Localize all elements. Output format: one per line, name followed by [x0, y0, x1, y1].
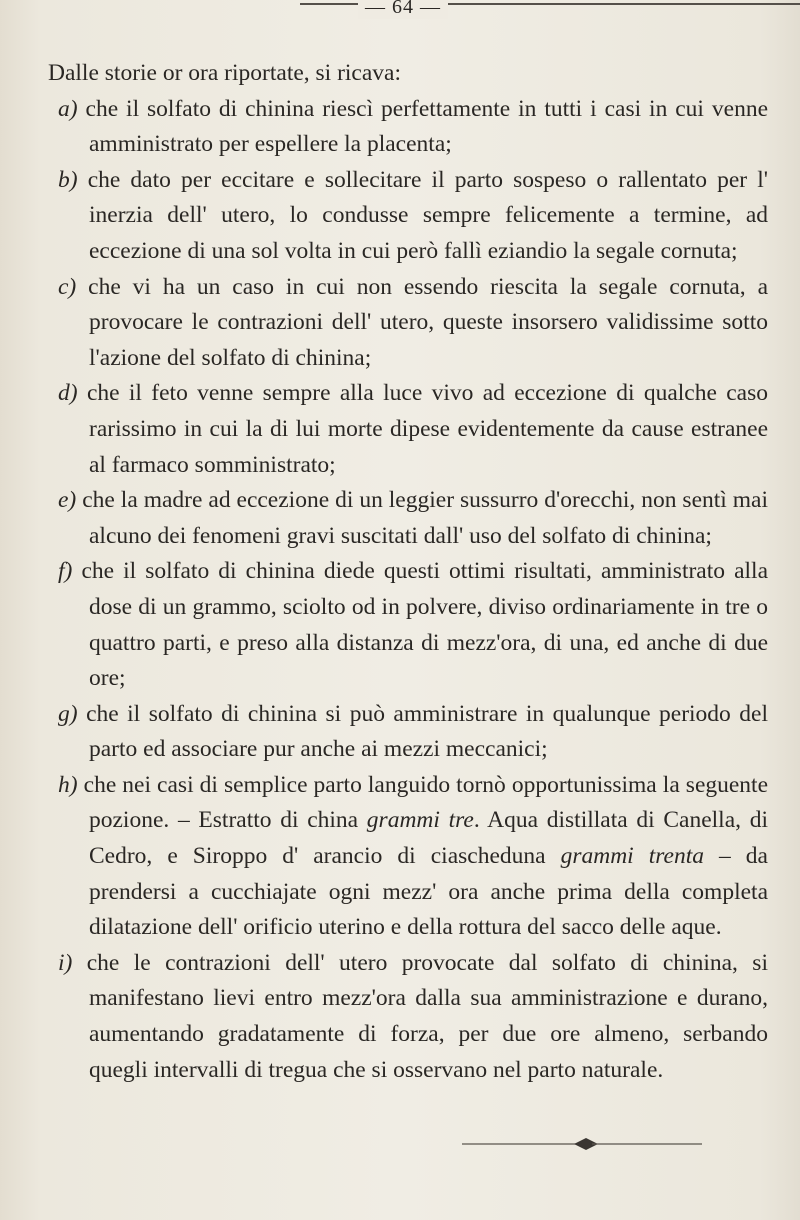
item-label: f): [58, 558, 73, 585]
item-label: d): [58, 380, 78, 407]
item-text: che vi ha un caso in cui non essendo riescita la segale cornuta, a provocare le contrazioni dell' utero, queste insorsero validissime sotto l'azione del solfato di chinina;: [88, 273, 768, 371]
list-item-e: [48, 483, 768, 554]
item-emphasis: grammi tre: [366, 807, 474, 834]
list-item-i: [48, 946, 768, 1088]
list-item-b: [48, 163, 768, 270]
item-text: che il solfato di chinina si può amministrare in qualunque periodo del parto ed associare pur anche ai mezzi meccanici;: [86, 700, 768, 763]
item-label: i): [58, 949, 73, 976]
list-item-a: [48, 92, 768, 163]
list-item-g: [48, 697, 768, 768]
item-label: e): [58, 487, 77, 514]
item-emphasis: grammi trenta: [560, 843, 704, 870]
item-text: che il feto venne sempre alla luce vivo ad eccezione di qualche caso rarissimo in cui la di lui morte dipese evidentemente da cause estranee al farmaco somministrato;: [86, 380, 769, 478]
item-text: che dato per eccitare e sollecitare il parto sospeso o rallentato per l' inerzia dell' utero, lo condusse sempre felicemente a termine, ad eccezione di una sol volta in cui però fallì eziandio la segale cornuta;: [87, 166, 768, 264]
list-item-d: [48, 376, 768, 483]
item-label: c): [58, 273, 77, 300]
list-item-h: [48, 768, 768, 946]
list-item-f: [48, 554, 768, 696]
item-text: – da prendersi a cucchiajate ogni mezz' ora anche prima della completa dilatazione dell' orificio uterino e della rottura del sacco delle aque.: [89, 843, 768, 941]
list-item-c: [48, 270, 768, 377]
item-text: che nei casi di semplice parto languido tornò opportunissima la seguente pozione. – Estratto di china: [83, 771, 769, 834]
page-number: — 64 —: [358, 0, 448, 19]
item-text: che il solfato di chinina riescì perfettamente in tutti i casi in cui venne amministrato per espellere la placenta;: [85, 95, 769, 158]
intro-sentence: Dalle storie or ora riportate, si ricava:: [48, 60, 402, 86]
item-text: che la madre ad eccezione di un leggier sussurro d'orecchi, non sentì mai alcuno dei fenomeni gravi suscitati dall' uso del solfato di chinina;: [82, 487, 769, 549]
item-label: g): [58, 700, 78, 727]
item-label: a): [58, 95, 78, 122]
item-text: che le contrazioni dell' utero provocate dal solfato di chinina, si manifestano lievi entro mezz'ora dalla sua amministrazione e durano, aumentando gradatamente di forza, per due ore almeno, serbando quegli intervalli di tregua che si osservano nel parto naturale.: [86, 949, 768, 1083]
item-text: . Aqua distillata di Canella, di Cedro, e Siroppo d' arancio di ciascheduna: [89, 807, 768, 870]
item-text: che il solfato di chinina diede questi ottimi risultati, amministrato alla dose di un grammo, sciolto od in polvere, diviso ordinariamente in tre o quattro parti, e preso alla distanza di mezz'ora, di una, ed anche di due ore;: [81, 558, 769, 692]
body-text: [48, 56, 768, 1088]
end-ornament: [462, 1137, 742, 1151]
item-label: b): [58, 166, 78, 193]
item-label: h): [58, 771, 78, 798]
